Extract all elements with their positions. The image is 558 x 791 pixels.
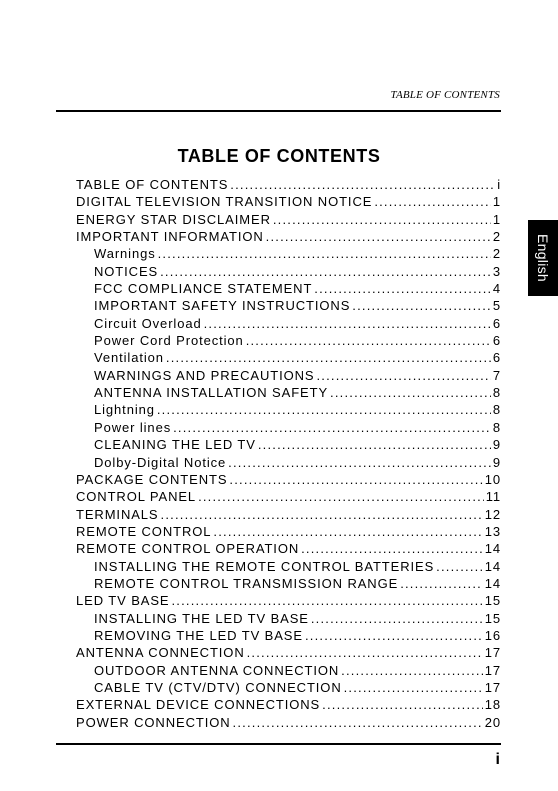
toc-entry-page: 1 — [492, 211, 501, 227]
toc-entry-page: 17 — [484, 679, 501, 695]
toc-entry-title: TABLE OF CONTENTS — [76, 177, 229, 192]
toc-dot-leader — [316, 368, 490, 383]
toc-entry-title: WARNINGS AND PRECAUTIONS — [94, 367, 315, 383]
toc-entry-title: Lightning — [94, 402, 155, 418]
toc-entry-page: 15 — [484, 610, 501, 626]
toc-entry-title: ANTENNA INSTALLATION SAFETY — [94, 385, 329, 401]
toc-entry-page: 17 — [484, 662, 501, 678]
toc-entry-title: PACKAGE CONTENTS — [76, 471, 228, 487]
toc-entry-page: 2 — [492, 246, 501, 262]
language-tab-label: English — [535, 233, 551, 283]
toc-entry[interactable] — [76, 316, 501, 333]
toc-dot-leader — [273, 212, 491, 227]
toc-entry[interactable] — [76, 420, 501, 437]
toc-entry[interactable] — [76, 402, 501, 419]
toc-entry-title: Dolby-Digital Notice — [94, 454, 227, 470]
toc-entry-title: Power Cord Protection — [94, 333, 244, 349]
running-header: TABLE OF CONTENTS — [390, 89, 500, 101]
toc-entry[interactable] — [76, 368, 501, 385]
toc-dot-leader — [228, 455, 491, 470]
toc-entry[interactable] — [76, 229, 501, 246]
toc-entry[interactable] — [76, 507, 501, 524]
toc-entry-title: TERMINALS — [76, 506, 159, 522]
toc-entry-title: IMPORTANT SAFETY INSTRUCTIONS — [94, 298, 351, 314]
toc-dot-leader — [161, 507, 483, 522]
toc-entry[interactable] — [76, 576, 501, 593]
table-of-contents — [76, 177, 501, 732]
toc-dot-leader — [198, 489, 484, 504]
toc-entry-title: IMPORTANT INFORMATION — [76, 229, 264, 245]
toc-entry-page: i — [497, 177, 501, 192]
toc-entry[interactable] — [76, 541, 501, 558]
toc-entry-page: 2 — [492, 229, 501, 245]
toc-entry-page: 6 — [492, 350, 501, 366]
toc-entry-title: LED TV BASE — [76, 593, 170, 609]
toc-dot-leader — [173, 420, 491, 435]
toc-entry-page: 8 — [492, 419, 501, 435]
toc-entry-title: NOTICES — [94, 263, 159, 279]
toc-entry[interactable] — [76, 715, 501, 732]
toc-entry[interactable] — [76, 264, 501, 281]
toc-entry[interactable] — [76, 194, 501, 211]
toc-dot-leader — [160, 264, 491, 279]
toc-entry-page: 9 — [492, 437, 501, 453]
toc-entry-title: REMOTE CONTROL — [76, 523, 212, 539]
toc-entry-page: 6 — [492, 333, 501, 349]
toc-entry-page: 15 — [484, 593, 501, 609]
toc-entry-page: 5 — [492, 298, 501, 314]
toc-dot-leader — [314, 281, 491, 296]
toc-dot-leader — [213, 524, 482, 539]
toc-entry-page: 14 — [484, 575, 501, 591]
toc-entry[interactable] — [76, 593, 501, 610]
toc-entry-page: 1 — [492, 194, 501, 210]
toc-entry[interactable] — [76, 246, 501, 263]
toc-entry[interactable] — [76, 611, 501, 628]
toc-entry[interactable] — [76, 524, 501, 541]
toc-entry-title: EXTERNAL DEVICE CONNECTIONS — [76, 697, 321, 713]
toc-entry-title: Circuit Overload — [94, 315, 202, 331]
toc-entry[interactable] — [76, 177, 501, 194]
toc-entry-title: FCC COMPLIANCE STATEMENT — [94, 281, 313, 297]
toc-dot-leader — [305, 628, 483, 643]
toc-entry[interactable] — [76, 350, 501, 367]
toc-entry[interactable] — [76, 385, 501, 402]
toc-entry-title: CABLE TV (CTV/DTV) CONNECTION — [94, 679, 342, 695]
toc-entry-title: DIGITAL TELEVISION TRANSITION NOTICE — [76, 194, 373, 210]
toc-dot-leader — [322, 697, 483, 712]
toc-entry-page: 8 — [492, 385, 501, 401]
toc-entry-page: 11 — [485, 489, 501, 505]
toc-entry-page: 12 — [484, 506, 501, 522]
toc-entry[interactable] — [76, 298, 501, 315]
toc-dot-leader — [374, 194, 491, 209]
toc-entry-page: 20 — [484, 714, 501, 730]
toc-dot-leader — [229, 472, 482, 487]
toc-dot-leader — [230, 177, 495, 192]
toc-dot-leader — [311, 611, 483, 626]
toc-entry-page: 16 — [484, 627, 501, 643]
toc-dot-leader — [436, 559, 483, 574]
toc-entry-page: 14 — [484, 541, 501, 557]
toc-entry-title: REMOTE CONTROL OPERATION — [76, 541, 300, 557]
toc-entry[interactable] — [76, 281, 501, 298]
toc-entry[interactable] — [76, 472, 501, 489]
page-title: TABLE OF CONTENTS — [177, 146, 381, 166]
toc-dot-leader — [233, 715, 483, 730]
toc-entry-title: Ventilation — [94, 350, 164, 366]
toc-entry-page: 8 — [492, 402, 501, 418]
toc-entry[interactable] — [76, 628, 501, 645]
toc-entry-page: 4 — [492, 281, 501, 297]
toc-entry-page: 3 — [492, 263, 501, 279]
toc-entry-page: 7 — [492, 367, 501, 383]
toc-dot-leader — [171, 593, 482, 608]
toc-entry-page: 6 — [492, 315, 501, 331]
toc-entry-title: ENERGY STAR DISCLAIMER — [76, 211, 271, 227]
toc-entry-title: OUTDOOR ANTENNA CONNECTION — [94, 662, 340, 678]
header-rule — [56, 110, 501, 112]
toc-dot-leader — [330, 385, 491, 400]
toc-entry[interactable] — [76, 333, 501, 350]
toc-dot-leader — [301, 541, 483, 556]
toc-entry-title: INSTALLING THE LED TV BASE — [94, 610, 309, 626]
page-number: i — [495, 751, 500, 768]
toc-entry-title: INSTALLING THE REMOTE CONTROL BATTERIES — [94, 558, 435, 574]
toc-entry-page: 14 — [484, 558, 501, 574]
toc-entry[interactable] — [76, 559, 501, 576]
toc-entry-title: Warnings — [94, 246, 156, 262]
footer-rule — [56, 743, 501, 745]
toc-dot-leader — [157, 402, 491, 417]
toc-dot-leader — [341, 663, 483, 678]
toc-dot-leader — [247, 645, 483, 660]
toc-dot-leader — [258, 437, 491, 452]
toc-entry[interactable] — [76, 697, 501, 714]
toc-dot-leader — [166, 350, 491, 365]
toc-entry[interactable] — [76, 645, 501, 662]
toc-entry[interactable] — [76, 663, 501, 680]
toc-dot-leader — [344, 680, 483, 695]
toc-entry[interactable] — [76, 455, 501, 472]
toc-entry-page: 9 — [492, 454, 501, 470]
toc-entry-title: REMOTE CONTROL TRANSMISSION RANGE — [94, 575, 399, 591]
toc-entry-title: CLEANING THE LED TV — [94, 437, 256, 453]
toc-entry-title: Power lines — [94, 419, 172, 435]
toc-entry-page: 17 — [484, 645, 501, 661]
toc-entry[interactable] — [76, 489, 501, 506]
toc-dot-leader — [352, 298, 491, 313]
toc-dot-leader — [158, 246, 491, 261]
toc-dot-leader — [204, 316, 491, 331]
language-tab — [528, 220, 558, 296]
toc-entry-page: 10 — [484, 471, 501, 487]
toc-dot-leader — [266, 229, 491, 244]
toc-entry-title: POWER CONNECTION — [76, 714, 231, 730]
toc-entry-title: CONTROL PANEL — [76, 489, 197, 505]
toc-entry-page: 13 — [484, 523, 501, 539]
toc-dot-leader — [246, 333, 491, 348]
toc-entry-title: REMOVING THE LED TV BASE — [94, 627, 303, 643]
toc-entry[interactable] — [76, 212, 501, 229]
toc-entry[interactable] — [76, 680, 501, 697]
toc-entry-title: ANTENNA CONNECTION — [76, 645, 245, 661]
toc-entry[interactable] — [76, 437, 501, 454]
toc-entry-page: 18 — [484, 697, 501, 713]
toc-dot-leader — [400, 576, 483, 591]
